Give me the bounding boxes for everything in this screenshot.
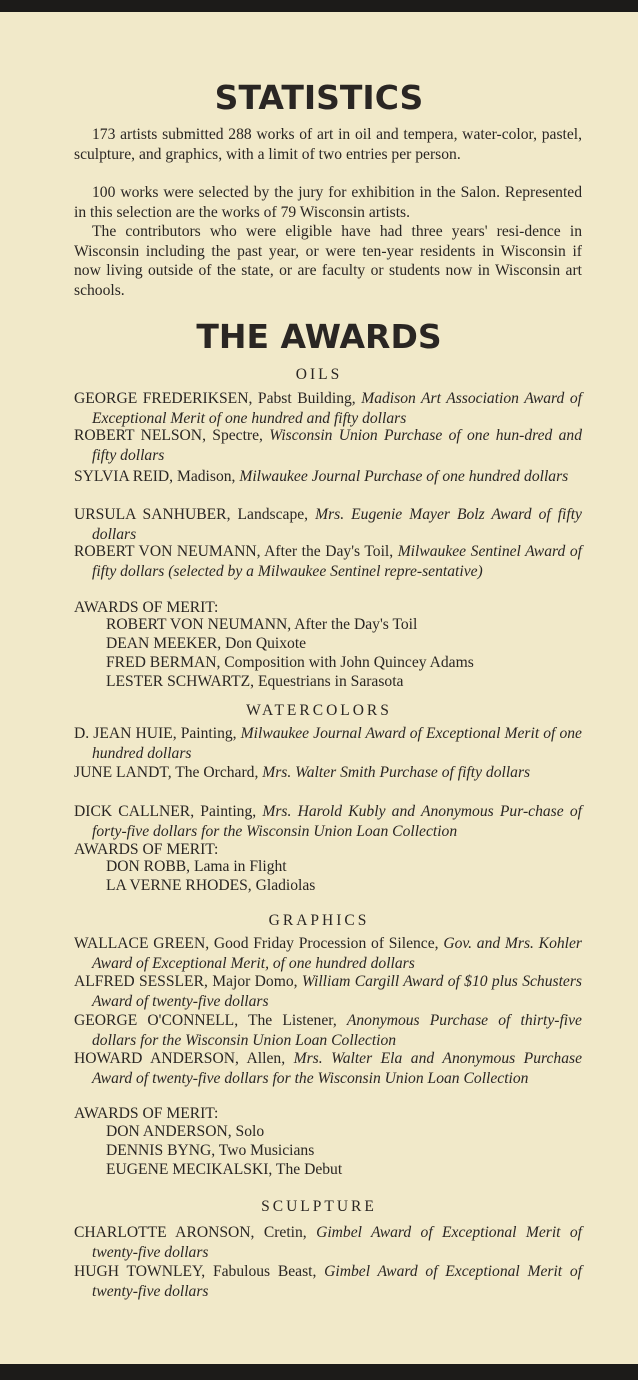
award-text: Gimbel Award of Exceptional Merit of twenty-five dollars (92, 1224, 582, 1261)
awards-of-merit-label: AWARDS OF MERIT: (74, 841, 219, 858)
award-entry (74, 1049, 582, 1089)
artist-name: CHARLOTTE ARONSON, (74, 1224, 255, 1241)
artist-name: SYLVIA REID, (74, 468, 174, 485)
award-text: Mrs. Eugenie Mayer Bolz Award of fifty dollars (92, 506, 582, 543)
work-title: Landscape, (237, 506, 309, 523)
artist-name: ALFRED SESSLER, (74, 973, 208, 990)
work-title: After the Day's Toil, (264, 543, 394, 560)
statistics-paragraph: 173 artists submitted 288 works of art in oil and tempera, water-color, pastel, sculpture, and graphics, with a limit of two entries per person. (74, 126, 582, 163)
artist-name: ROBERT VON NEUMANN, (74, 543, 261, 560)
merit-item: EUGENE MECIKALSKI, The Debut (106, 1161, 343, 1178)
merit-item: DON ANDERSON, Solo (106, 1123, 265, 1140)
award-text: William Cargill Award of $10 plus Schusters Award of twenty-five dollars (92, 973, 582, 1010)
award-entry (74, 542, 582, 582)
section-title-graphics: GRAPHICS (268, 912, 370, 929)
work-title: Cretin, (263, 1224, 307, 1241)
award-entry (74, 802, 582, 842)
artist-name: GEORGE O'CONNELL, (74, 1012, 239, 1029)
work-title: The Listener, (247, 1012, 337, 1029)
awards-heading: THE AWARDS (196, 317, 442, 356)
artist-name: URSULA SANHUBER, (74, 506, 231, 523)
award-text: Gov. and Mrs. Kohler Award of Exceptional Merit, of one hundred dollars (92, 935, 582, 972)
award-text: Milwaukee Journal Award of Exceptional Merit of one hundred dollars (92, 725, 582, 762)
artist-name: JUNE LANDT, (74, 764, 172, 781)
award-text: Madison Art Association Award of Exceptional Merit of one hundred and fifty dollars (92, 390, 582, 427)
award-entry (74, 389, 582, 429)
work-title: Fabulous Beast, (212, 1263, 317, 1280)
section-title-watercolors: WATERCOLORS (246, 702, 392, 719)
award-text: Mrs. Walter Ela and Anonymous Purchase Award of twenty-five dollars for the Wisconsin Union Loan Collection (92, 1050, 583, 1087)
award-entry (74, 972, 582, 1012)
award-entry (74, 763, 582, 783)
award-entry (74, 724, 582, 764)
award-entry (74, 505, 582, 545)
award-entry (74, 934, 582, 974)
artist-name: DICK CALLNER, (74, 803, 195, 820)
awards-of-merit-label: AWARDS OF MERIT: (74, 599, 219, 616)
merit-item: ROBERT VON NEUMANN, After the Day's Toil (106, 616, 418, 633)
artist-name: HUGH TOWNLEY, (74, 1263, 206, 1280)
work-title: Pabst Building, (257, 390, 356, 407)
artist-name: GEORGE FREDERIKSEN, (74, 390, 253, 407)
work-title: Painting, (200, 803, 257, 820)
award-entry (74, 467, 582, 487)
award-text: Anonymous Purchase of thirty-five dollars for the Wisconsin Union Loan Collection (92, 1012, 582, 1049)
merit-item: FRED BERMAN, Composition with John Quincey Adams (106, 654, 474, 671)
artist-name: WALLACE GREEN, (74, 935, 210, 952)
award-entry (74, 1011, 582, 1051)
work-title: The Orchard, (175, 764, 259, 781)
section-title-oils: OILS (295, 366, 343, 383)
merit-item: LESTER SCHWARTZ, Equestrians in Sarasota (106, 673, 404, 690)
artist-name: ROBERT NELSON, (74, 427, 206, 444)
artist-name: D. JEAN HUIE, (74, 725, 177, 742)
award-text: Mrs. Harold Kubly and Anonymous Pur-chase of forty-five dollars for the Wisconsin Union Loan Collection (92, 803, 582, 840)
work-title: Good Friday Procession of Silence, (213, 935, 439, 952)
merit-item: DEAN MEEKER, Don Quixote (106, 635, 307, 652)
section-title-sculpture: SCULPTURE (261, 1198, 377, 1215)
awards-of-merit-label: AWARDS OF MERIT: (74, 1105, 219, 1122)
award-text: Milwaukee Journal Purchase of one hundred dollars (239, 468, 569, 485)
award-entry (74, 426, 582, 466)
award-text: Mrs. Walter Smith Purchase of fifty dollars (262, 764, 531, 781)
merit-item: LA VERNE RHODES, Gladiolas (106, 877, 316, 894)
artist-name: HOWARD ANDERSON, (74, 1050, 239, 1067)
work-title: Major Domo, (212, 973, 298, 990)
award-text: Wisconsin Union Purchase of one hun-dred and fifty dollars (92, 427, 583, 464)
statistics-paragraph: The contributors who were eligible have had three years' resi-dence in Wisconsin including the past year, or were ten-year residents in Wisconsin if now living outside of the state, or are faculty or students now in Wisconsin art schools. (74, 223, 582, 299)
work-title: Madison, (176, 468, 236, 485)
statistics-paragraph: 100 works were selected by the jury for exhibition in the Salon. Represented in this selection are the works of 79 Wisconsin artists. (74, 184, 582, 221)
award-text: Milwaukee Sentinel Award of fifty dollars (selected by a Milwaukee Sentinel repre-sentative) (92, 543, 582, 580)
award-entry (74, 1262, 582, 1302)
statistics-heading: STATISTICS (214, 78, 424, 117)
work-title: Allen, (246, 1050, 286, 1067)
award-text: Gimbel Award of Exceptional Merit of twenty-five dollars (92, 1263, 582, 1300)
merit-item: DON ROBB, Lama in Flight (106, 858, 287, 875)
award-entry (74, 1223, 582, 1263)
work-title: Painting, (180, 725, 237, 742)
merit-item: DENNIS BYNG, Two Musicians (106, 1142, 315, 1159)
work-title: Spectre, (212, 427, 263, 444)
